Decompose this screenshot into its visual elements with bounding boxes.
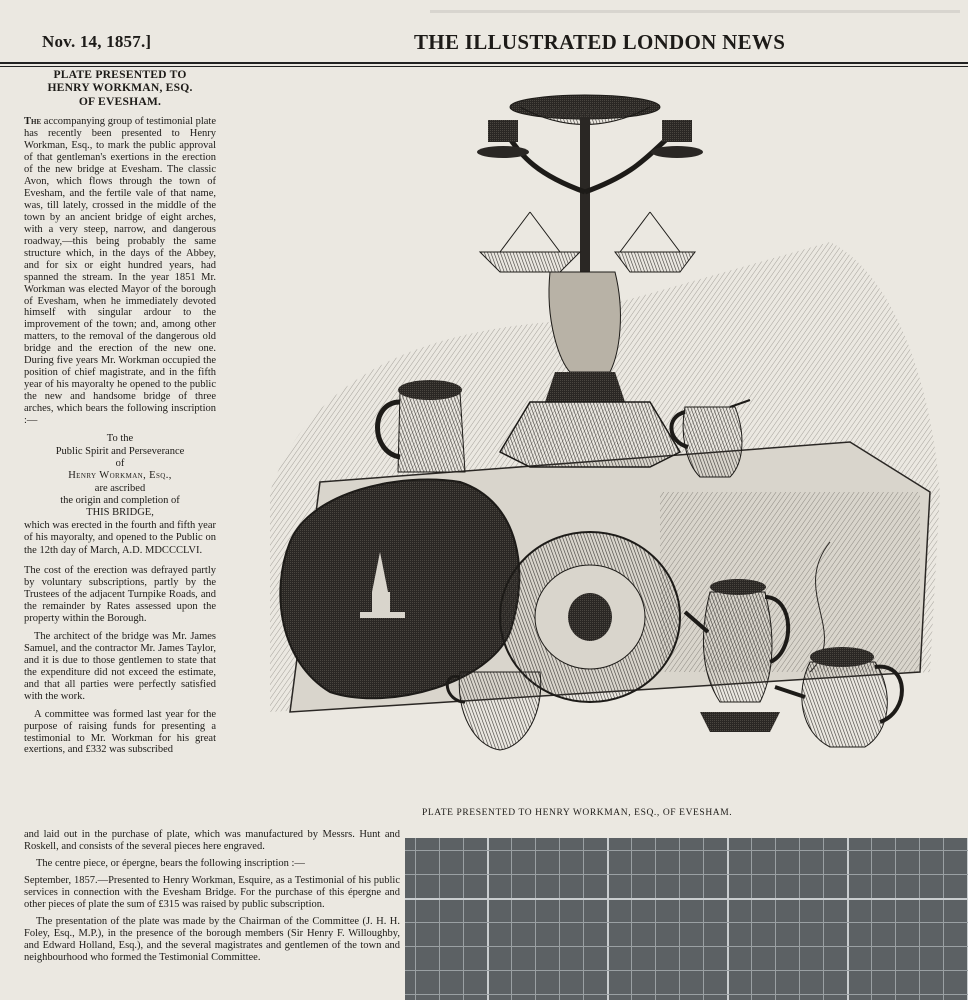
title-line: HENRY WORKMAN, ESQ. [47,81,193,95]
mat-gridline [463,838,464,1000]
inscription-line: the origin and completion of [60,495,180,507]
title-line: OF EVESHAM. [78,94,162,108]
paragraph-text: accompanying group of testimonial plate has recently been presented to Henry Workman, Esq., to mark the public approval of that gentleman's exertions in the erection of the new bridge at Evesham. The classic Avon, which flows through the town of Evesham, and the fertile vale of that name, was, till lately, crossed in the middle of the town by an ancient bridge of eight arches, with a very steep, narrow, and dangerous roadway,—this being probably the same structure which, in the days of the Abbey, and for six or eight hundred years, had spanned the stream. In the year 1851 Mr. Workman was elected Mayor of the borough of Evesham, when he immediately devoted himself with singular ardour to the improvement of the town; and, among other matters, to the removal of the dangerous old bridge and the erection of the new one. During five years Mr. Workman occupied the position of chief magistrate, and in the fifth year of his mayoralty he opened to the public the new and handsome bridge of three arches, which bears the following inscription :— [24,115,216,427]
masthead-rule-thin [0,66,968,67]
drop-cap: The [24,115,42,127]
mat-gridline [703,838,704,1000]
mat-gridline [405,994,968,995]
mat-gridline [751,838,752,1000]
mat-gridline [679,838,680,1000]
illustration-caption: PLATE PRESENTED TO HENRY WORKMAN, ESQ., OF EVESHAM. [422,808,733,818]
mat-gridline [847,838,849,1000]
cutting-mat [405,838,968,1000]
mat-gridline [799,838,800,1000]
mat-gridline [727,838,729,1000]
inscription-line: Henry Workman, Esq., [68,470,172,482]
article-paragraph: The centre piece, or épergne, bears the following inscription :— [36,857,305,869]
article-paragraph: September, 1857.—Presented to Henry Workman, Esquire, as a Testimonial of his public services in connection with the Evesham Bridge. For the purchase of this épergne and other pieces of plate the sum of £315 was raised by public subscription. [24,874,400,910]
mat-gridline [559,838,560,1000]
mat-gridline [823,838,824,1000]
mat-gridline [607,838,609,1000]
mat-gridline [405,850,968,851]
mat-gridline [487,838,489,1000]
issue-date: Nov. 14, 1857.] [42,32,152,51]
inscription-line: THIS BRIDGE, [86,507,154,519]
inscription-line: are ascribed [94,482,146,494]
mat-gridline [943,838,944,1000]
article-paragraph: The architect of the bridge was Mr. James Samuel, and the contractor Mr. James Taylor, and it is due to those gentlemen to state that the expenditure did not exceed the estimate, and that all parties were perfectly satisfied with the work. [24,630,216,702]
inscription-line: Public Spirit and Perseverance [55,445,185,457]
article-title [24,68,216,108]
article-paragraph: The cost of the erection was defrayed partly by voluntary subscriptions, partly by the Trustees of the adjacent Turnpike Roads, and the remainder by Rates assessed upon the property within the Borough. [24,564,216,624]
title-line: PLATE PRESENTED TO [53,68,187,81]
sugar-bowl [447,672,541,750]
newspaper-title: THE ILLUSTRATED LONDON NEWS [414,30,786,54]
mat-gridline [405,922,968,923]
mat-gridline [895,838,896,1000]
show-through-text [430,4,960,24]
mat-gridline [775,838,776,1000]
mat-gridline [405,970,968,971]
inscription-line: of [115,457,125,469]
mat-gridline [439,838,440,1000]
engraving-illustration [230,72,960,800]
mat-gridline [405,874,968,875]
mat-gridline [415,838,416,1000]
article-continuation [24,829,400,969]
article-paragraph: The presentation of the plate was made by the Chairman of the Committee (J. H. H. Foley, Esq., M.P.), in the presence of the borough members (Sir Henry F. Willoughby, and Edward Holland, Esq.), and the several magistrates and gentlemen of the town and neighbourhood who formed the Testimonial Committee. [24,915,400,963]
mat-gridline [871,838,872,1000]
article-paragraph: and laid out in the purchase of plate, which was manufactured by Messrs. Hunt and Roskell, and consists of the several pieces here engraved. [24,829,400,852]
article-column [24,68,216,756]
article-paragraph: A committee was formed last year for the purpose of raising funds for presenting a testimonial to Mr. Workman for his great exertions, and £332 was subscribed [24,708,216,756]
mat-gridline [535,838,536,1000]
mat-gridline [405,898,968,900]
inscription-line: which was erected in the fourth and fifth year of his mayoralty, and opened to the Public on the 12th day of March, A.D. MDCCCLVI. [24,519,216,556]
mat-gridline [511,838,512,1000]
masthead-rule [0,62,968,64]
mat-gridline [583,838,584,1000]
article-paragraph [24,116,216,427]
mat-gridline [405,946,968,947]
bridge-inscription [24,433,216,557]
mat-gridline [655,838,656,1000]
table-cloth-shading [660,492,920,672]
masthead [0,30,968,60]
mat-gridline [631,838,632,1000]
inscription-line: To the [106,433,134,445]
plate-engraving [230,72,960,800]
mat-gridline [919,838,920,1000]
